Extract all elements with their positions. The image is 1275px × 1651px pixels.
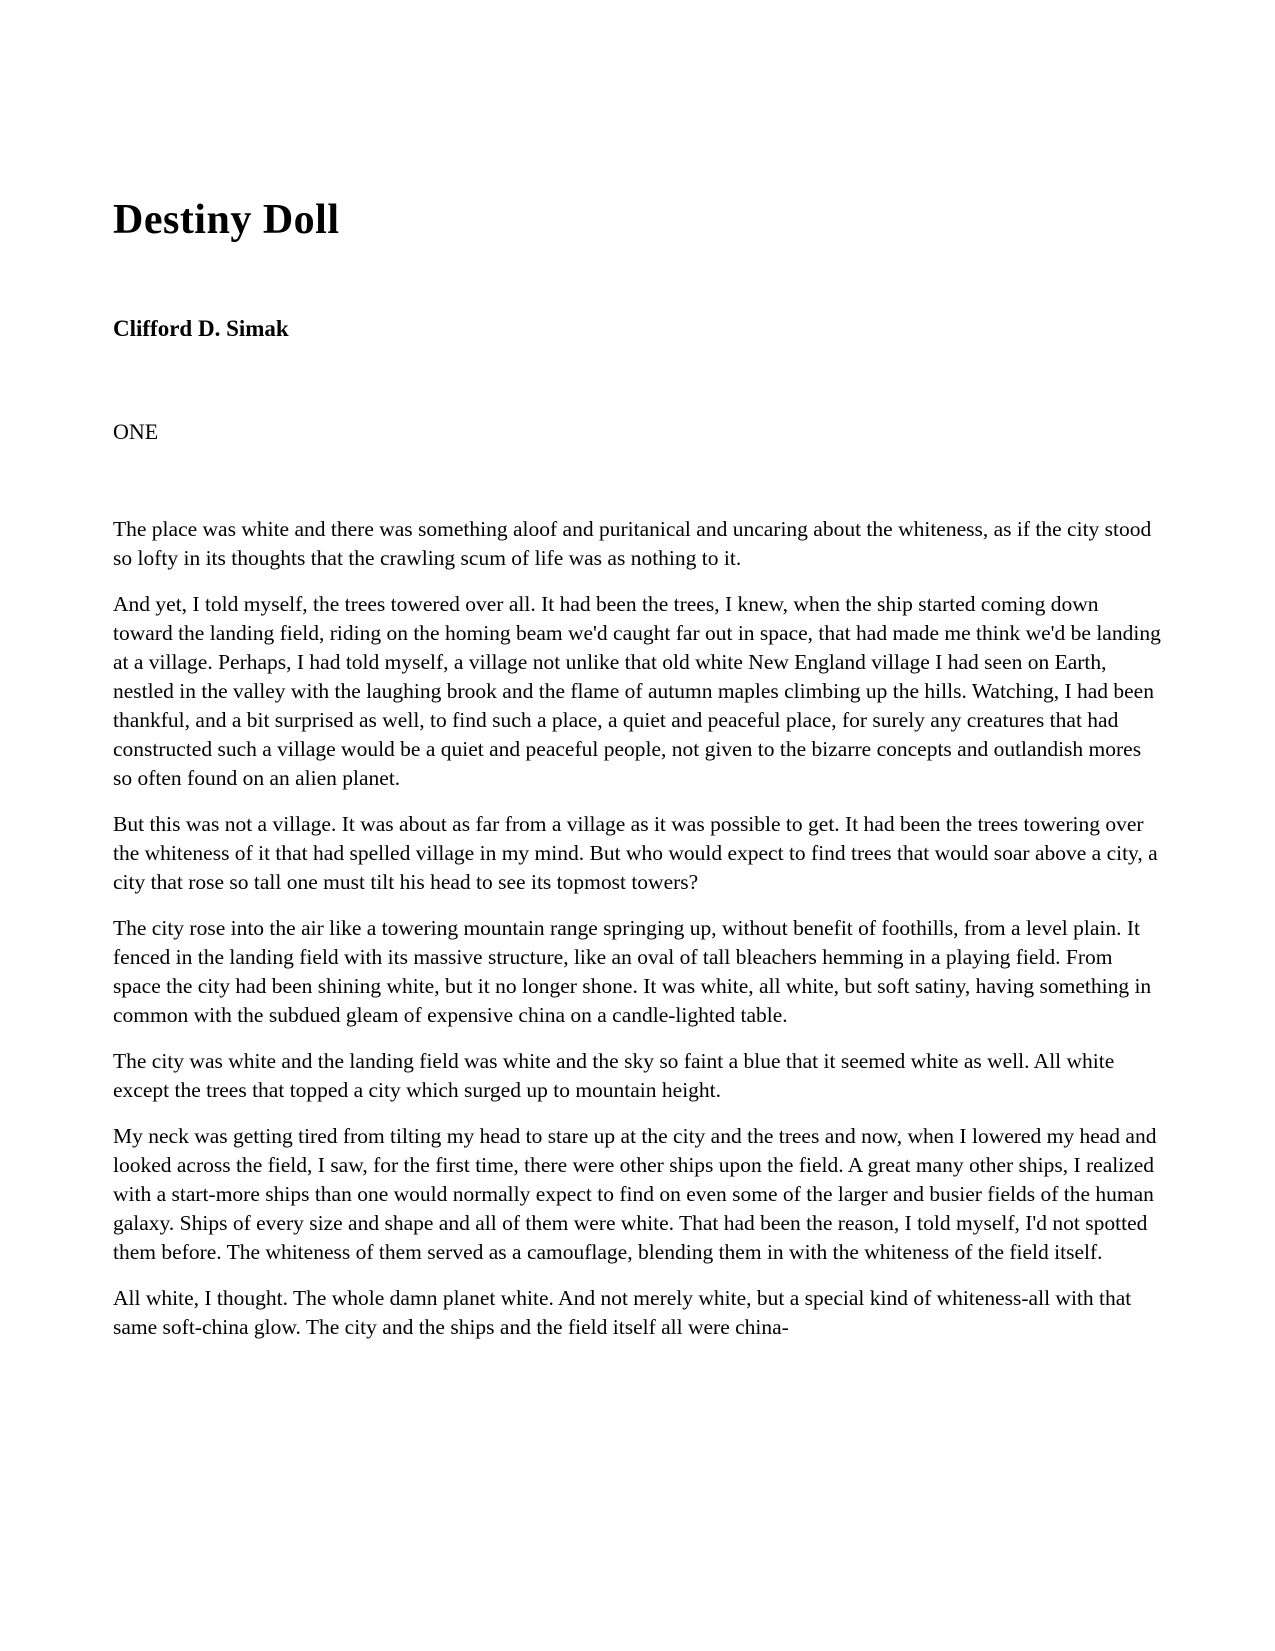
author-name: Clifford D. Simak bbox=[113, 316, 289, 342]
paragraph: The place was white and there was something aloof and puritanical and uncaring about the whiteness, as if the city stood so lofty in its thoughts that the crawling scum of life was as nothing to it. bbox=[113, 517, 1152, 571]
chapter-heading: ONE bbox=[113, 418, 159, 444]
paragraph: But this was not a village. It was about as far from a village as it was possible to get. It had been the trees towering over the whiteness of it that had spelled village in my mind. But who would expect to find trees that would soar above a city, a city that rose so tall one must tilt his head to see its topmost towers? bbox=[113, 812, 1158, 895]
paragraph: All white, I thought. The whole damn planet white. And not merely white, but a special kind of whiteness-all with that same soft-china glow. The city and the ships and the field itself all were china- bbox=[113, 1286, 1132, 1340]
paragraph: The city rose into the air like a towering mountain range springing up, without benefit of foothills, from a level plain. It fenced in the landing field with its massive structure, like an oval of tall bleachers hemming in a playing field. From space the city had been shining white, but it no longer shone. It was white, all white, but soft satiny, having something in common with the subdued gleam of expensive china on a candle-lighted table. bbox=[113, 916, 1152, 1028]
page-title: Destiny Doll bbox=[113, 197, 340, 243]
paragraph: The city was white and the landing field was white and the sky so faint a blue that it seemed white as well. All white except the trees that topped a city which surged up to mountain height. bbox=[113, 1049, 1115, 1103]
paragraph: And yet, I told myself, the trees towered over all. It had been the trees, I knew, when the ship started coming down toward the landing field, riding on the homing beam we'd caught far out in space, that had made me think we'd be landing at a village. Perhaps, I had told myself, a village not unlike that old white New England village I had seen on Earth, nestled in the valley with the laughing brook and the flame of autumn maples climbing up the hills. Watching, I had been thankful, and a bit surprised as well, to find such a place, a quiet and peaceful place, for surely any creatures that had constructed such a village would be a quiet and peaceful people, not given to the bizarre concepts and outlandish mores so often found on an alien planet. bbox=[113, 592, 1161, 791]
paragraph: My neck was getting tired from tilting my head to stare up at the city and the trees and now, when I lowered my head and looked across the field, I saw, for the first time, there were other ships upon the field. A great many other ships, I realized with a start-more ships than one would normally expect to find on even some of the larger and busier fields of the human galaxy. Ships of every size and shape and all of them were white. That had been the reason, I told myself, I'd not spotted them before. The whiteness of them served as a camouflage, blending them in with the whiteness of the field itself. bbox=[113, 1124, 1157, 1265]
body-text bbox=[113, 515, 1163, 1342]
